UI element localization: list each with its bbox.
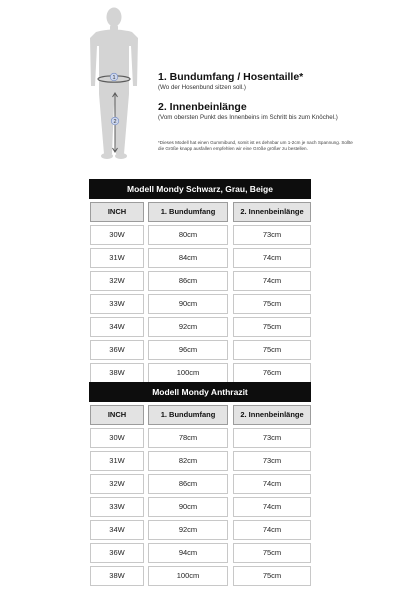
elastic-note: *Dieses Modell hat einen Gummibund, somit ist es dehnbar um 1-2cm je nach Spannung. Sollte die Größe knapp ausfallen empfehlen wir eine Größe größer zu bestellen. <box>158 140 353 152</box>
cell-inseam: 75cm <box>233 566 311 586</box>
cell-waist: 100cm <box>148 363 228 383</box>
cell-waist: 94cm <box>148 543 228 563</box>
table-row <box>88 248 312 268</box>
inseam-guide <box>158 101 358 122</box>
waist-title: 1. Bundumfang / Hosentaille* <box>158 71 304 83</box>
cell-waist: 100cm <box>148 566 228 586</box>
header-inch: INCH <box>90 405 144 425</box>
cell-inseam: 74cm <box>233 474 311 494</box>
cell-inch: 31W <box>90 248 144 268</box>
cell-waist: 86cm <box>148 271 228 291</box>
table-title: Modell Mondy Anthrazit <box>89 382 311 402</box>
cell-inch: 38W <box>90 363 144 383</box>
cell-waist: 90cm <box>148 497 228 517</box>
cell-inch: 34W <box>90 520 144 540</box>
waist-guide <box>158 71 358 92</box>
cell-waist: 82cm <box>148 451 228 471</box>
table-title: Modell Mondy Schwarz, Grau, Beige <box>89 179 311 199</box>
inseam-description: (Vom obersten Punkt des Innenbeins im Schritt bis zum Knöchel.) <box>158 114 338 121</box>
table-row <box>88 271 312 291</box>
table-row <box>88 363 312 383</box>
cell-inseam: 75cm <box>233 294 311 314</box>
table-row <box>88 520 312 540</box>
header-waist: 1. Bundumfang <box>148 202 228 222</box>
cell-inch: 36W <box>90 543 144 563</box>
cell-inseam: 73cm <box>233 428 311 448</box>
table-row <box>88 451 312 471</box>
cell-inseam: 74cm <box>233 271 311 291</box>
table-row <box>88 474 312 494</box>
header-waist: 1. Bundumfang <box>148 405 228 425</box>
size-table-mondy-black-grey-beige <box>88 179 312 383</box>
cell-waist: 80cm <box>148 225 228 245</box>
table-row <box>88 566 312 586</box>
table-row <box>88 543 312 563</box>
header-inch: INCH <box>90 202 144 222</box>
cell-inch: 33W <box>90 294 144 314</box>
cell-waist: 92cm <box>148 317 228 337</box>
cell-inch: 36W <box>90 340 144 360</box>
cell-waist: 78cm <box>148 428 228 448</box>
cell-inseam: 75cm <box>233 340 311 360</box>
cell-inseam: 75cm <box>233 317 311 337</box>
cell-waist: 96cm <box>148 340 228 360</box>
cell-waist: 84cm <box>148 248 228 268</box>
cell-inseam: 73cm <box>233 451 311 471</box>
table-row <box>88 340 312 360</box>
cell-inseam: 76cm <box>233 363 311 383</box>
cell-inch: 32W <box>90 474 144 494</box>
cell-inseam: 73cm <box>233 225 311 245</box>
cell-inch: 30W <box>90 225 144 245</box>
cell-waist: 86cm <box>148 474 228 494</box>
table-header-row <box>88 405 312 425</box>
header-inseam: 2. Innenbeinlänge <box>233 405 311 425</box>
cell-inch: 33W <box>90 497 144 517</box>
cell-waist: 90cm <box>148 294 228 314</box>
marker-1-label: 1 <box>112 75 116 81</box>
size-table-mondy-anthracite <box>88 382 312 586</box>
cell-inseam: 74cm <box>233 497 311 517</box>
cell-inseam: 75cm <box>233 543 311 563</box>
cell-inch: 34W <box>90 317 144 337</box>
table-row <box>88 497 312 517</box>
cell-inch: 30W <box>90 428 144 448</box>
inseam-title: 2. Innenbeinlänge <box>158 101 247 113</box>
cell-inseam: 74cm <box>233 520 311 540</box>
cell-inch: 32W <box>90 271 144 291</box>
body-silhouette <box>78 4 150 169</box>
table-row <box>88 225 312 245</box>
header-inseam: 2. Innenbeinlänge <box>233 202 311 222</box>
table-row <box>88 294 312 314</box>
cell-inch: 38W <box>90 566 144 586</box>
cell-inseam: 74cm <box>233 248 311 268</box>
table-header-row <box>88 202 312 222</box>
cell-waist: 92cm <box>148 520 228 540</box>
waist-description: (Wo der Hosenbund sitzen soll.) <box>158 84 246 91</box>
table-row <box>88 428 312 448</box>
cell-inch: 31W <box>90 451 144 471</box>
table-row <box>88 317 312 337</box>
marker-2-label: 2 <box>113 119 117 125</box>
